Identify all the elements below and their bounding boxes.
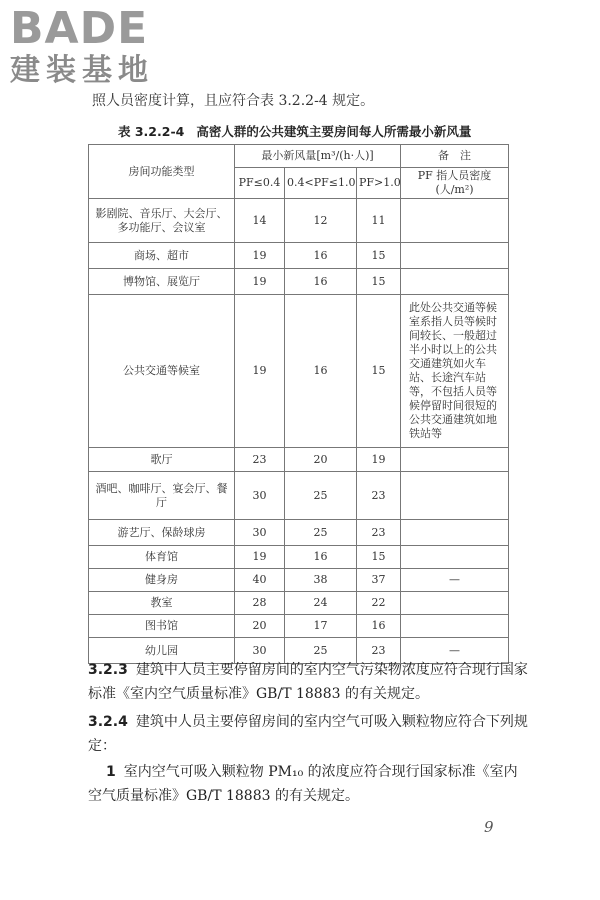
row-v1: 20 — [235, 615, 285, 638]
row-v3: 22 — [357, 592, 401, 615]
row-type: 影剧院、音乐厅、大会厅、多功能厅、会议室 — [89, 199, 235, 243]
subheader-pf-low: PF≤0.4 — [235, 168, 285, 199]
row-v2: 17 — [285, 615, 357, 638]
table-row — [89, 472, 509, 520]
subheader-pf-high: PF>1.0 — [357, 168, 401, 199]
row-v1: 30 — [235, 472, 285, 520]
table-row — [89, 448, 509, 472]
row-note: — — [401, 569, 509, 592]
table-row — [89, 243, 509, 269]
row-type: 博物馆、展览厅 — [89, 269, 235, 295]
table-row — [89, 592, 509, 615]
logo-english: BADE — [10, 3, 149, 54]
row-v2: 16 — [285, 269, 357, 295]
row-note — [401, 520, 509, 546]
row-v1: 19 — [235, 546, 285, 569]
row-note — [401, 472, 509, 520]
row-note — [401, 448, 509, 472]
table-row — [89, 295, 509, 448]
table-caption-number: 表 3.2.2-4 — [118, 124, 185, 139]
row-note: — — [401, 638, 509, 664]
bade-logo — [10, 3, 175, 88]
table-row — [89, 199, 509, 243]
subheader-pf-note: PF 指人员密度(人/m²) — [401, 168, 509, 199]
section-text: 建筑中人员主要停留房间的室内空气污染物浓度应符合现行国家标准《室内空气质量标准》GB/T 18883 的有关规定。 — [88, 662, 528, 702]
row-v2: 16 — [285, 546, 357, 569]
row-v2: 16 — [285, 295, 357, 448]
section-item-1 — [88, 760, 528, 808]
table-row — [89, 615, 509, 638]
table-row — [89, 520, 509, 546]
row-v3: 15 — [357, 243, 401, 269]
table-caption — [118, 122, 471, 140]
row-v1: 19 — [235, 243, 285, 269]
row-v1: 30 — [235, 638, 285, 664]
row-v1: 19 — [235, 295, 285, 448]
row-note — [401, 615, 509, 638]
row-type: 幼儿园 — [89, 638, 235, 664]
subheader-pf-mid: 0.4<PF≤1.0 — [285, 168, 357, 199]
table-header-row — [89, 145, 509, 168]
row-v2: 25 — [285, 472, 357, 520]
page-number: 9 — [484, 818, 494, 836]
intro-text: 照人员密度计算，且应符合表 3.2.2-4 规定。 — [92, 93, 375, 109]
row-note: 此处公共交通等候室系指人员等候时间较长、一般超过半小时以上的公共交通建筑如火车站、长途汽车站等，不包括人员等候停留时间很短的公共交通建筑如地铁站等 — [401, 295, 509, 448]
table-row — [89, 569, 509, 592]
row-v3: 11 — [357, 199, 401, 243]
row-v3: 23 — [357, 472, 401, 520]
row-note — [401, 243, 509, 269]
row-note — [401, 546, 509, 569]
header-min-air: 最小新风量[m³/(h·人)] — [235, 145, 401, 168]
section-3-2-4 — [88, 710, 528, 758]
row-type: 歌厅 — [89, 448, 235, 472]
logo-chinese: 建装基地 — [10, 53, 154, 88]
row-type: 游艺厅、保龄球房 — [89, 520, 235, 546]
row-type: 教室 — [89, 592, 235, 615]
row-v3: 15 — [357, 546, 401, 569]
row-type: 体育馆 — [89, 546, 235, 569]
row-v2: 20 — [285, 448, 357, 472]
row-v1: 14 — [235, 199, 285, 243]
row-note — [401, 592, 509, 615]
row-note — [401, 269, 509, 295]
air-volume-table — [88, 144, 509, 664]
row-v1: 40 — [235, 569, 285, 592]
section-number: 3.2.3 — [88, 662, 128, 678]
section-text: 建筑中人员主要停留房间的室内空气可吸入颗粒物应符合下列规定： — [88, 714, 528, 754]
row-note — [401, 199, 509, 243]
item-number: 1 — [106, 764, 116, 780]
row-v1: 28 — [235, 592, 285, 615]
row-v1: 30 — [235, 520, 285, 546]
row-v2: 38 — [285, 569, 357, 592]
row-v3: 15 — [357, 295, 401, 448]
header-note: 备 注 — [401, 145, 509, 168]
row-v2: 25 — [285, 520, 357, 546]
header-room-type: 房间功能类型 — [89, 145, 235, 199]
row-type: 公共交通等候室 — [89, 295, 235, 448]
section-number: 3.2.4 — [88, 714, 128, 730]
row-type: 酒吧、咖啡厅、宴会厅、餐厅 — [89, 472, 235, 520]
row-v3: 16 — [357, 615, 401, 638]
row-v3: 19 — [357, 448, 401, 472]
row-v3: 15 — [357, 269, 401, 295]
row-v3: 23 — [357, 638, 401, 664]
row-type: 图书馆 — [89, 615, 235, 638]
row-v2: 24 — [285, 592, 357, 615]
row-v2: 25 — [285, 638, 357, 664]
row-type: 商场、超市 — [89, 243, 235, 269]
section-3-2-3 — [88, 658, 528, 706]
row-v3: 23 — [357, 520, 401, 546]
row-v2: 16 — [285, 243, 357, 269]
item-text: 室内空气可吸入颗粒物 PM₁₀ 的浓度应符合现行国家标准《室内空气质量标准》GB/T 18883 的有关规定。 — [88, 764, 518, 804]
row-v1: 19 — [235, 269, 285, 295]
row-v2: 12 — [285, 199, 357, 243]
table-row — [89, 269, 509, 295]
table-caption-title: 高密人群的公共建筑主要房间每人所需最小新风量 — [196, 124, 472, 139]
table-row — [89, 546, 509, 569]
row-v3: 37 — [357, 569, 401, 592]
row-v1: 23 — [235, 448, 285, 472]
row-type: 健身房 — [89, 569, 235, 592]
